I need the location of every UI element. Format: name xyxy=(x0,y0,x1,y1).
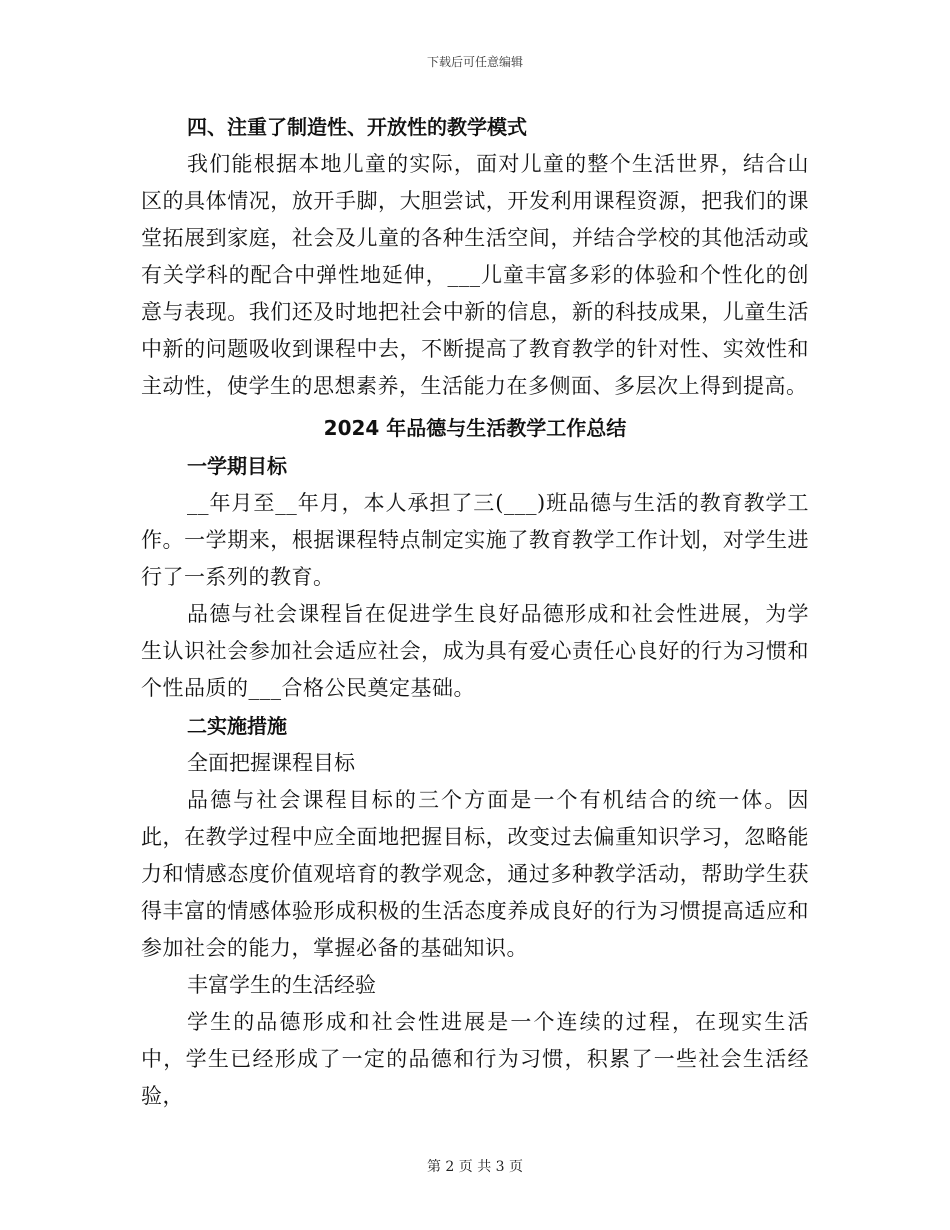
document-title: 2024 年品德与生活教学工作总结 xyxy=(323,416,627,440)
section-2-paragraph-2: 学生的品德形成和社会性进展是一个连续的过程，在现实生活中，学生已经形成了一定的品德和行为习惯，积累了一些社会生活经验， xyxy=(141,1010,809,1108)
section-1-paragraph-2: 品德与社会课程旨在促进学生良好品德形成和社会性进展，为学生认识社会参加社会适应社会，成为具有爱心责任心良好的行为习惯和个性品质的___合格公民奠定基础。 xyxy=(141,602,809,700)
section-heading-1: 一学期目标 xyxy=(187,454,287,478)
page-header: 下载后可任意编辑 xyxy=(426,55,523,69)
page-footer: 第 2 页 共 3 页 xyxy=(426,1159,524,1175)
subheading-course-goals: 全面把握课程目标 xyxy=(187,751,355,775)
section-2-paragraph-1: 品德与社会课程目标的三个方面是一个有机结合的统一体。因此，在教学过程中应全面地把握目标，改变过去偏重知识学习，忽略能力和情感态度价值观培育的教学观念，通过多种教学活动，帮助学生获得丰富的情感体验形成积极的生活态度养成良好的行为习惯提高适应和参加社会的能力，掌握必备的基础知识。 xyxy=(141,788,809,960)
section-heading-4: 四、注重了制造性、开放性的教学模式 xyxy=(187,115,527,139)
section-1-paragraph-1: __年月至__年月，本人承担了三(___)班品德与生活的教育教学工作。一学期来，根据课程特点制定实施了教育教学工作计划，对学生进行了一系列的教育。 xyxy=(141,491,809,589)
section-heading-2: 二实施措施 xyxy=(187,714,287,738)
subheading-life-experience: 丰富学生的生活经验 xyxy=(187,973,376,997)
document-body xyxy=(141,108,809,1115)
section-4-paragraph: 我们能根据本地儿童的实际，面对儿童的整个生活世界，结合山区的具体情况，放开手脚，大胆尝试，开发利用课程资源，把我们的课堂拓展到家庭，社会及儿童的各种生活空间，并结合学校的其他活动或有关学科的配合中弹性地延伸，___儿童丰富多彩的体验和个性化的创意与表现。我们还及时地把社会中新的信息，新的科技成果，儿童生活中新的问题吸收到课程中去，不断提高了教育教学的针对性、实效性和主动性，使学生的思想素养，生活能力在多侧面、多层次上得到提高。 xyxy=(141,152,809,398)
